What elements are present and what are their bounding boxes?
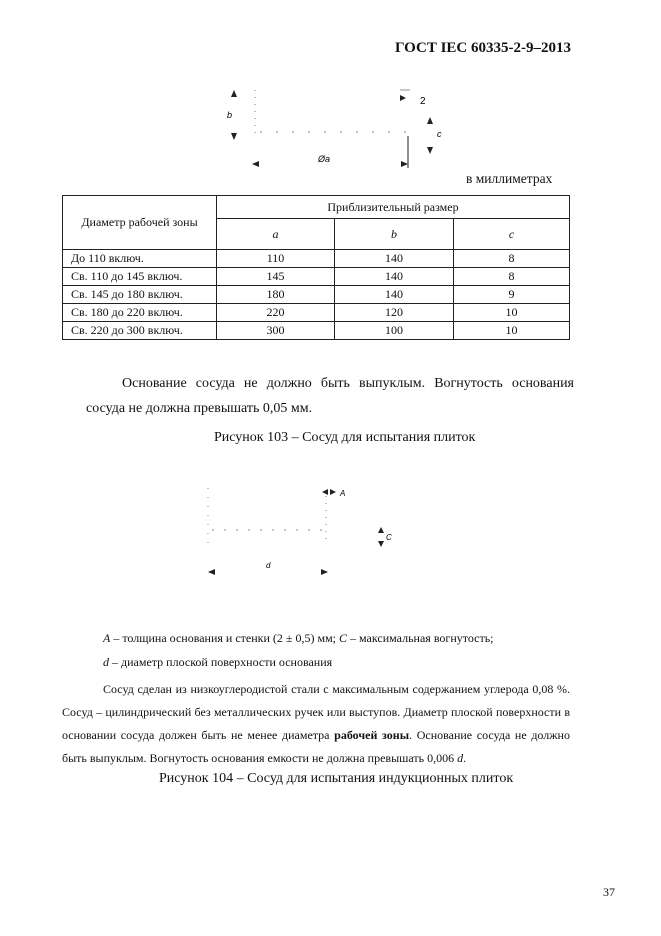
cell-b: 140 [335,268,454,286]
cell-c: 8 [454,268,570,286]
units-note: в миллиметрах [466,171,553,186]
cell-zone: Св. 145 до 180 включ. [63,286,217,304]
cell-zone: До 110 включ. [63,250,217,268]
dimension-C-arrows [378,527,384,547]
legend-A-text: – толщина основания и стенки (2 ± 0,5) мм; [110,631,340,645]
label-A: A [340,489,346,498]
legend-A [103,631,494,646]
dimension-2-marks [400,90,410,101]
header-b: b [335,219,454,250]
label-b: b [227,110,233,120]
header-c: c [454,219,570,250]
legend-d-text: – диаметр плоской поверхности основания [109,655,333,669]
desc-bold-term: рабочей зоны [334,728,410,742]
figure-103-caption: Рисунок 103 – Сосуд для испытания плиток [214,430,476,445]
cell-b: 140 [335,286,454,304]
label-C: C [386,533,392,542]
cell-a: 300 [217,322,335,340]
desc-part-1: Сосуд сделан из низкоуглеродистой стали с максимальным содержанием углерода 0,08 %. Сосуд – цилиндрический без металлических ручек или выступов. Диаметр плоской поверхности в основании сосуда должен быть не менее диаметра [62,682,570,742]
label-c: c [437,129,442,139]
figure-104-description [62,678,570,770]
header-a: a [217,219,335,250]
cell-b: 140 [335,250,454,268]
table-row [63,304,570,322]
table-row [63,268,570,286]
cell-zone: Св. 180 до 220 включ. [63,304,217,322]
dimension-A-arrows [322,489,336,495]
desc-end: . [463,751,467,765]
label-a: Øa [318,154,331,164]
dimension-table [62,195,570,340]
cell-b: 100 [335,322,454,340]
cell-zone: Св. 110 до 145 включ. [63,268,217,286]
figure-104-caption: Рисунок 104 – Сосуд для испытания индукционных плиток [159,771,514,786]
figure-104-drawing [198,484,398,576]
table-row [63,250,570,268]
legend-d [103,655,332,670]
cell-c: 10 [454,322,570,340]
cell-a: 220 [217,304,335,322]
cell-c: 8 [454,250,570,268]
table-row [63,322,570,340]
cell-c: 9 [454,286,570,304]
label-2: 2 [420,96,426,107]
figure-103-note: Основание сосуда не должно быть выпуклым. Вогнутость основания сосуда не должна превышать 0,05 мм. [86,376,574,416]
cell-zone: Св. 220 до 300 включ. [63,322,217,340]
cell-a: 110 [217,250,335,268]
legend-C-symbol: C [339,631,348,645]
cell-a: 180 [217,286,335,304]
header-zone: Диаметр рабочей зоны [63,196,217,250]
label-d: d [266,561,271,570]
desc-part-2: . Основание сосуда не должно быть выпуклым. Вогнутость основания емкости не должна превышать 0,006 [62,728,570,765]
desc-d-symbol: d [457,751,464,765]
dimension-c-arrows [427,117,433,154]
figure-103-drawing [220,84,445,170]
table-row [63,286,570,304]
cell-c: 10 [454,304,570,322]
legend-C-text: – максимальная вогнутость; [347,631,494,645]
legend-A-symbol: A [103,631,111,645]
page-number: 37 [603,885,615,899]
standard-header: ГОСТ IEC 60335-2-9–2013 [394,40,571,56]
cell-a: 145 [217,268,335,286]
header-approx: Приблизительный размер [217,196,570,219]
cell-b: 120 [335,304,454,322]
legend-d-symbol: d [103,655,109,669]
